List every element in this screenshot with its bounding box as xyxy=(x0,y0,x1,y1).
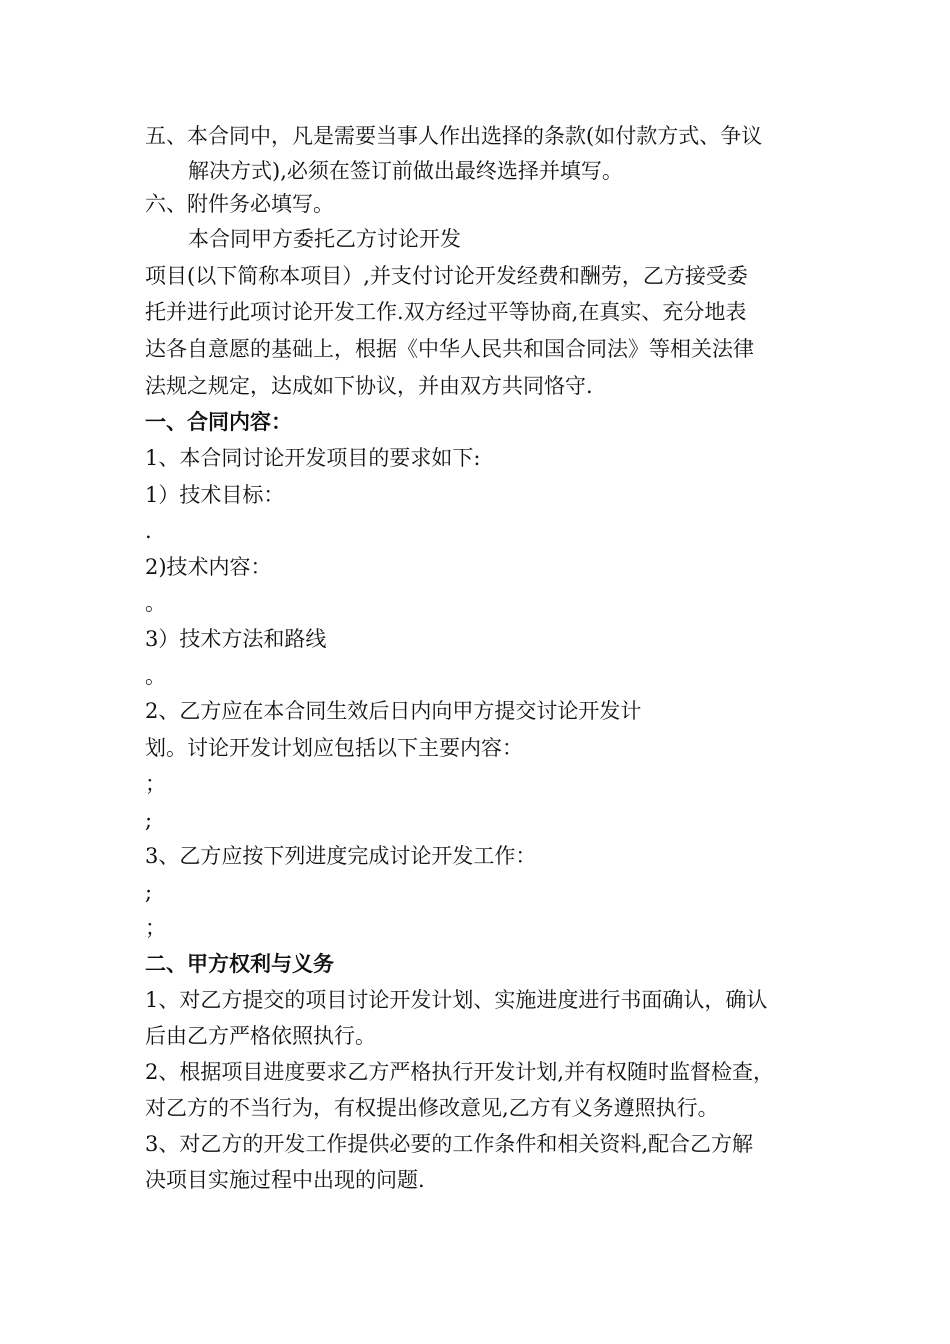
blank-goal: . xyxy=(145,519,152,543)
blank-plan-1: ； xyxy=(145,772,166,796)
section-heading-contract-content: 一、合同内容： xyxy=(145,410,292,434)
intro-line-5: 法规之规定，达成如下协议，并由双方共同恪守. xyxy=(145,374,593,398)
item-technical-content: 2)技术内容： xyxy=(145,555,272,579)
clause-6: 六、附件务必填写。 xyxy=(145,192,334,216)
intro-line-2: 项目(以下简称本项目）,并支付讨论开发经费和酬劳，乙方接受委 xyxy=(145,264,748,288)
party-a-item-2-line-2: 对乙方的不当行为，有权提出修改意见,乙方有义务遵照执行。 xyxy=(145,1096,719,1120)
blank-schedule-2: ； xyxy=(145,916,166,940)
section-heading-party-a-rights: 二、甲方权利与义务 xyxy=(145,952,334,976)
item-3-schedule: 3、乙方应按下列进度完成讨论开发工作： xyxy=(145,844,537,868)
clause-5-line-1: 五、本合同中，凡是需要当事人作出选择的条款(如付款方式、争议 xyxy=(145,124,763,148)
party-a-item-2-line-1: 2、根据项目进度要求乙方严格执行开发计划,并有权随时监督检查， xyxy=(145,1060,775,1084)
item-technical-method: 3）技术方法和路线 xyxy=(145,627,327,651)
blank-schedule-1: ; xyxy=(145,880,153,904)
party-a-item-3-line-2: 决项目实施过程中出现的问题. xyxy=(145,1168,425,1192)
item-technical-goal: 1）技术目标： xyxy=(145,483,285,507)
party-a-item-1-line-1: 1、对乙方提交的项目讨论开发计划、实施进度进行书面确认，确认 xyxy=(145,988,768,1012)
intro-line-1: 本合同甲方委托乙方讨论开发 xyxy=(188,227,461,251)
blank-plan-2: ; xyxy=(145,808,153,832)
item-2-plan-line-1: 2、乙方应在本合同生效后日内向甲方提交讨论开发计 xyxy=(145,699,642,723)
item-2-plan-line-2: 划。讨论开发计划应包括以下主要内容： xyxy=(145,736,523,760)
clause-5-line-2: 解决方式),必须在签订前做出最终选择并填写。 xyxy=(188,159,623,183)
intro-line-4: 达各自意愿的基础上，根据《中华人民共和国合同法》等相关法律 xyxy=(145,337,754,361)
blank-content: 。 xyxy=(145,591,166,615)
party-a-item-3-line-1: 3、对乙方的开发工作提供必要的工作条件和相关资料,配合乙方解 xyxy=(145,1132,754,1156)
party-a-item-1-line-2: 后由乙方严格依照执行。 xyxy=(145,1024,376,1048)
intro-line-3: 托并进行此项讨论开发工作.双方经过平等协商,在真实、充分地表 xyxy=(145,300,747,324)
item-1-requirements: 1、本合同讨论开发项目的要求如下: xyxy=(145,446,481,470)
blank-method: 。 xyxy=(145,664,166,688)
